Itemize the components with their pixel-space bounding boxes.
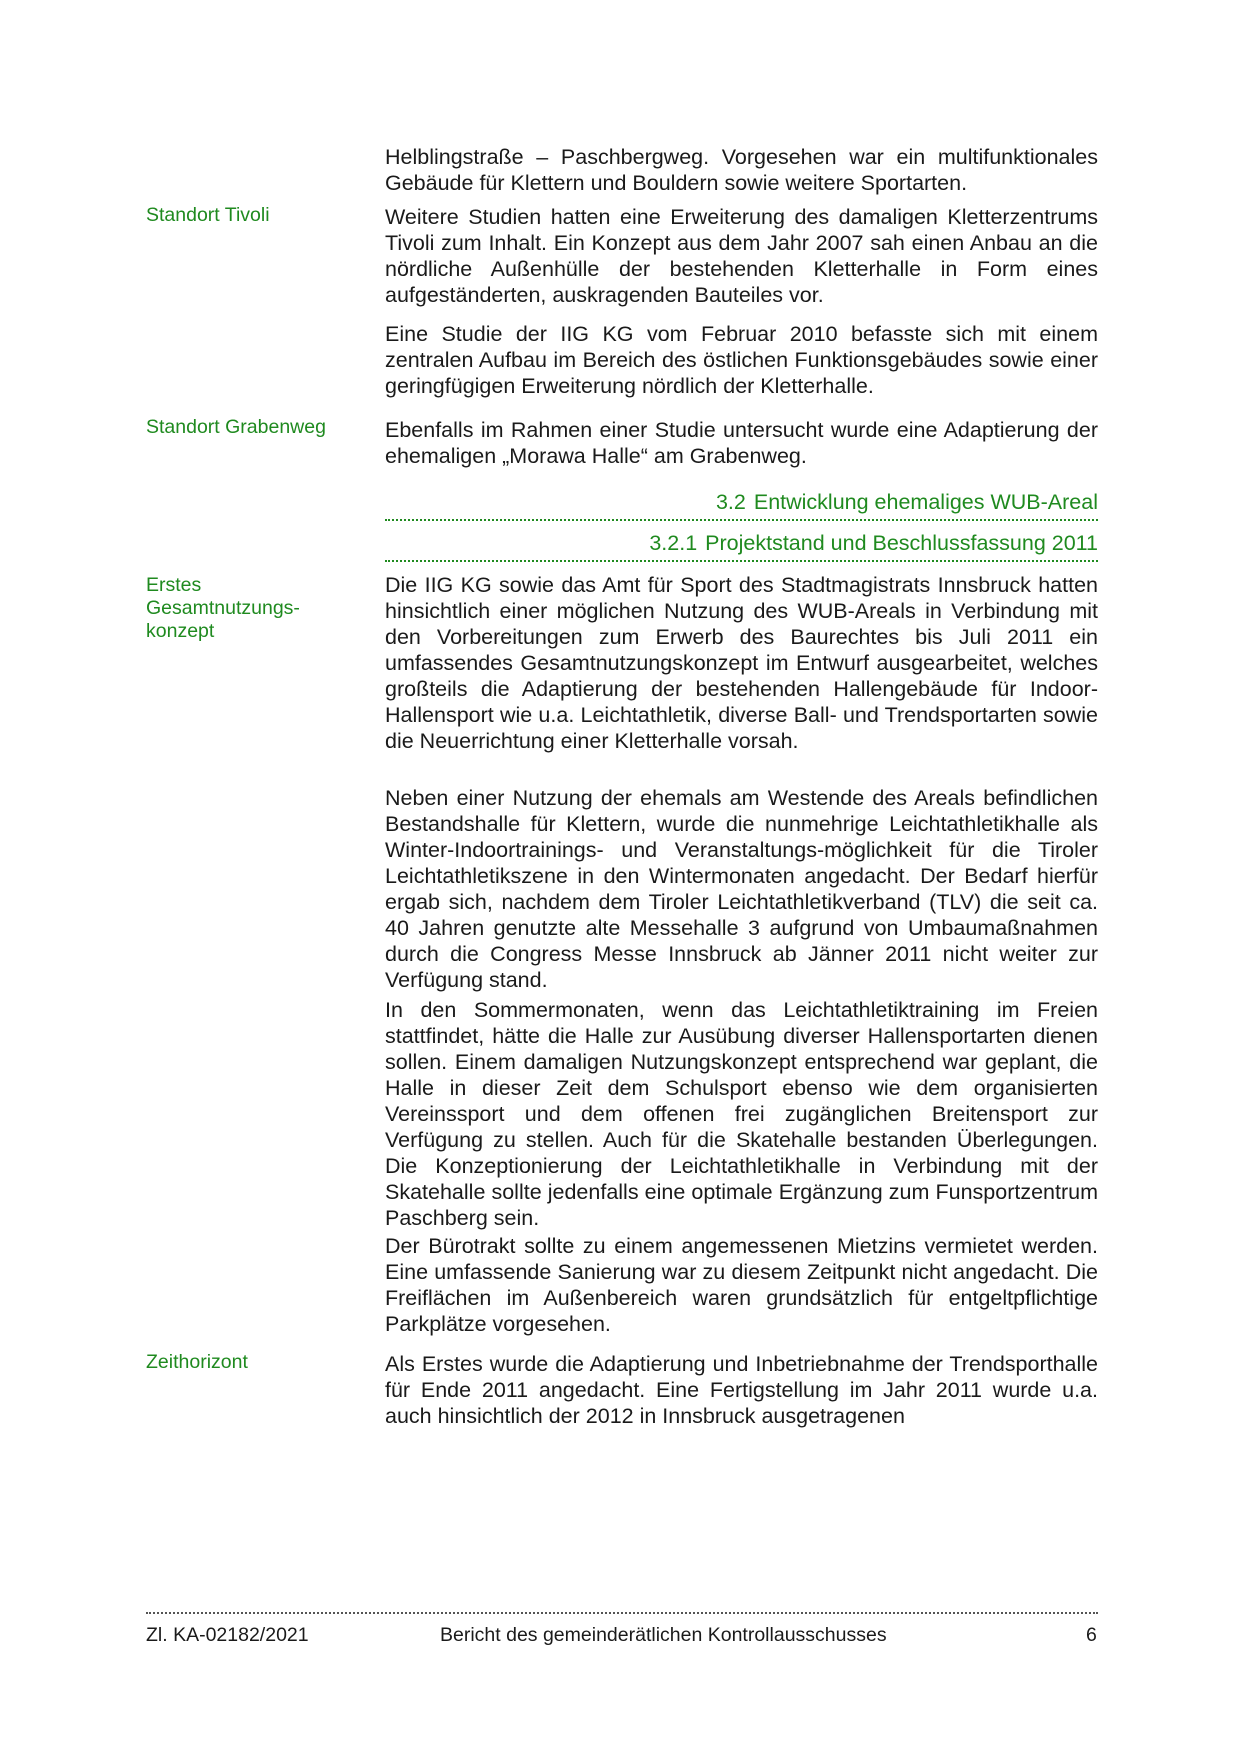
section-title: Entwicklung ehemaliges WUB-Areal <box>753 490 1098 514</box>
heading-divider <box>385 519 1098 521</box>
footer-reference: Zl. KA-02182/2021 <box>146 1624 309 1646</box>
section-heading-3-2-1 <box>385 530 1098 556</box>
subsection-number: 3.2.1 <box>649 531 698 555</box>
margin-note-zeithorizont: Zeithorizont <box>146 1351 248 1373</box>
subheading-divider <box>385 560 1098 562</box>
paragraph-gesamtnutzungskonzept: Die IIG KG sowie das Amt für Sport des Stadtmagistrats Innsbruck hatten hinsichtlich einer möglichen Nutzung des WUB-Areals in Verbindung mit den Vorbereitungen zum Erwerb des Baurechtes bis Juli 2011 ein umfassendes Gesamtnutzungskonzept im Entwurf ausgearbeitet, welches großteils die Adaptierung der bestehenden Hallengebäude für Indoor-Hallensport wie u.a. Leichtathletik, diverse Ball- und Trendsportarten sowie die Neuerrichtung einer Kletterhalle vorsah. <box>385 573 1098 753</box>
footer-divider <box>146 1612 1098 1614</box>
paragraph-tivoli-studien: Weitere Studien hatten eine Erweiterung des damaligen Kletterzentrums Tivoli zum Inhalt. Ein Konzept aus dem Jahr 2007 sah einen Anbau an die nördliche Außenhülle der bestehenden Kletterhalle in Form eines aufgeständerten, auskragenden Bauteiles vor. <box>385 205 1098 307</box>
paragraph-sommermonate: In den Sommermonaten, wenn das Leichtathletiktraining im Freien stattfindet, hätte die Halle zur Ausübung diverser Hallensportarten dienen sollen. Einem damaligen Nutzungskonzept entsprechend war geplant, die Halle in dieser Zeit dem Schulsport ebenso wie dem organisierten Vereinssport und dem offenen frei zugänglichen Breitensport zur Verfügung zu stellen. Auch für die Skatehalle bestanden Überlegungen. Die Konzeptionierung der Leichtathletikhalle in Verbindung mit der Skatehalle sollte jedenfalls eine optimale Ergänzung zum Funsportzentrum Paschberg sein. <box>385 998 1098 1230</box>
paragraph-zeithorizont: Als Erstes wurde die Adaptierung und Inbetriebnahme der Trendsporthalle für Ende 2011 angedacht. Eine Fertigstellung im Jahr 2011 wurde u.a. auch hinsichtlich der 2012 in Innsbruck ausgetragenen <box>385 1352 1098 1428</box>
margin-note-standort-grabenweg: Standort Grabenweg <box>146 416 326 438</box>
section-heading-3-2 <box>385 489 1098 515</box>
paragraph-iig-studie-2010: Eine Studie der IIG KG vom Februar 2010 befasste sich mit einem zentralen Aufbau im Bereich des östlichen Funktionsgebäudes sowie einer geringfügigen Erweiterung nördlich der Kletterhalle. <box>385 322 1098 398</box>
paragraph-buerotrakt: Der Bürotrakt sollte zu einem angemessenen Mietzins vermietet werden. Eine umfassende Sanierung war zu diesem Zeitpunkt nicht angedacht. Die Freiflächen im Außenbereich waren grundsätzlich für entgeltpflichtige Parkplätze vorgesehen. <box>385 1234 1098 1336</box>
subsection-title: Projektstand und Beschlussfassung 2011 <box>705 531 1098 555</box>
page-number: 6 <box>1086 1624 1097 1646</box>
paragraph-helblingstrasse: Helblingstraße – Paschbergweg. Vorgesehen war ein multifunktionales Gebäude für Klettern und Bouldern sowie weitere Sportarten. <box>385 145 1098 195</box>
margin-note-standort-tivoli: Standort Tivoli <box>146 204 270 226</box>
paragraph-grabenweg: Ebenfalls im Rahmen einer Studie untersucht wurde eine Adaptierung der ehemaligen „Morawa Halle“ am Grabenweg. <box>385 418 1098 468</box>
footer-title: Bericht des gemeinderätlichen Kontrollausschusses <box>440 1624 887 1646</box>
paragraph-leichtathletikhalle: Neben einer Nutzung der ehemals am Westende des Areals befindlichen Bestandshalle für Klettern, wurde die nunmehrige Leichtathletikhalle als Winter-Indoortrainings- und Veranstaltungs-möglichkeit für die Tiroler Leichtathletikszene in den Wintermonaten angedacht. Der Bedarf hierfür ergab sich, nachdem dem Tiroler Leichtathletikverband (TLV) die seit ca. 40 Jahren genutzte alte Messehalle 3 aufgrund von Umbaumaßnahmen durch die Congress Messe Innsbruck ab Jänner 2011 nicht weiter zur Verfügung stand. <box>385 786 1098 992</box>
margin-note-gesamtnutzungskonzept: Erstes Gesamtnutzungs-konzept <box>146 574 300 642</box>
section-number: 3.2 <box>715 490 746 514</box>
